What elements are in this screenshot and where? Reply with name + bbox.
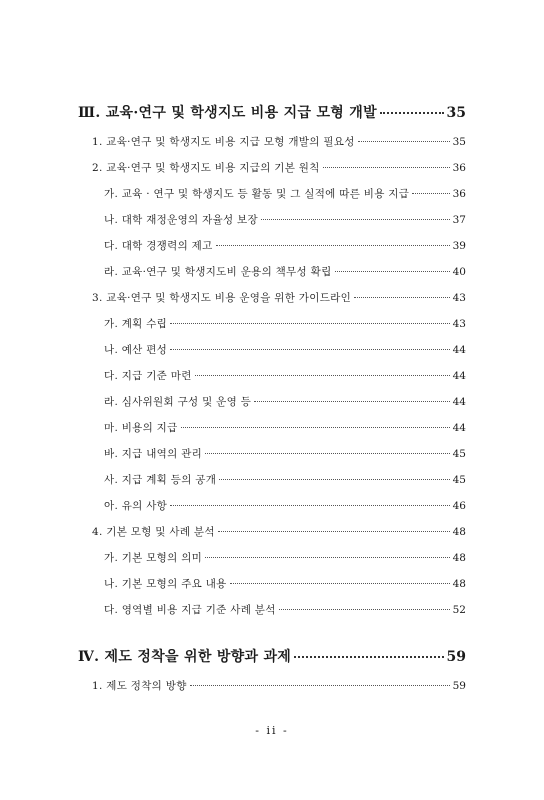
dot-leader xyxy=(170,349,449,350)
toc-page-number: 48 xyxy=(452,578,466,590)
toc-page-number: 59 xyxy=(446,649,466,665)
toc-entry-subsection[interactable] xyxy=(104,602,466,618)
toc-entry-section-4[interactable] xyxy=(92,524,466,540)
toc-title: 나. 기본 모형의 주요 내용 xyxy=(104,578,227,590)
toc-title: 아. 유의 사항 xyxy=(104,500,168,512)
toc-page-number: 35 xyxy=(446,105,466,121)
toc-title: 나. 예산 편성 xyxy=(104,344,168,356)
toc-chapter-4[interactable] xyxy=(78,646,466,666)
toc-title: 마. 비용의 지급 xyxy=(104,422,178,434)
toc-title: 사. 지급 계획 등의 공개 xyxy=(104,474,217,486)
toc-chapter-3[interactable] xyxy=(78,102,466,122)
toc-page-number: 46 xyxy=(452,500,466,512)
dot-leader xyxy=(205,453,450,454)
dot-leader xyxy=(170,323,449,324)
dot-leader xyxy=(254,401,449,402)
dot-leader xyxy=(195,375,450,376)
toc-page-number: 44 xyxy=(452,396,466,408)
toc-page-number: 45 xyxy=(452,474,466,486)
toc-page-number: 52 xyxy=(452,604,466,616)
toc-page-number: 36 xyxy=(452,162,466,174)
dot-leader xyxy=(261,219,450,220)
toc-title: Ⅲ. 교육·연구 및 학생지도 비용 지급 모형 개발 xyxy=(78,105,377,121)
toc-title: 1. 교육·연구 및 학생지도 비용 지급 모형 개발의 필요성 xyxy=(92,136,355,148)
toc-entry-subsection[interactable] xyxy=(104,420,466,436)
toc-entry-subsection[interactable] xyxy=(104,394,466,410)
toc-entry-section-2[interactable] xyxy=(92,160,466,176)
toc-title: 다. 지급 기준 마련 xyxy=(104,370,192,382)
toc-entry-subsection[interactable] xyxy=(104,446,466,462)
toc-page-number: 43 xyxy=(452,292,466,304)
page-number-footer: - ii - xyxy=(255,724,289,737)
dot-leader xyxy=(279,609,450,610)
toc-page-number: 48 xyxy=(452,526,466,538)
toc-page-number: 35 xyxy=(452,136,466,148)
dot-leader xyxy=(190,685,450,686)
toc-entry-section-1[interactable] xyxy=(92,678,466,694)
toc-title: 나. 대학 재정운영의 자율성 보장 xyxy=(104,214,258,226)
toc-title: 라. 심사위원회 구성 및 운영 등 xyxy=(104,396,252,408)
toc-page-number: 45 xyxy=(452,448,466,460)
toc-title: 가. 계획 수립 xyxy=(104,318,168,330)
dot-leader xyxy=(170,505,449,506)
toc-page-number: 44 xyxy=(452,370,466,382)
toc-title: 4. 기본 모형 및 사례 분석 xyxy=(92,526,215,538)
toc-entry-section-3[interactable] xyxy=(92,290,466,306)
toc-title: Ⅳ. 제도 정착을 위한 방향과 과제 xyxy=(78,649,292,665)
dot-leader xyxy=(412,193,449,194)
toc-entry-subsection[interactable] xyxy=(104,576,466,592)
dot-leader xyxy=(354,297,450,298)
toc-page-number: 43 xyxy=(452,318,466,330)
toc-page-number: 37 xyxy=(452,214,466,226)
toc-title: 다. 영역별 비용 지급 기준 사례 분석 xyxy=(104,604,276,616)
toc-page-number: 44 xyxy=(452,344,466,356)
dot-leader xyxy=(294,656,443,658)
dot-leader xyxy=(358,141,450,142)
toc-entry-subsection[interactable] xyxy=(104,212,466,228)
toc-entry-subsection[interactable] xyxy=(104,472,466,488)
toc-page-number: 44 xyxy=(452,422,466,434)
dot-leader xyxy=(181,427,450,428)
dot-leader xyxy=(216,245,450,246)
dot-leader xyxy=(219,479,449,480)
toc-title: 3. 교육·연구 및 학생지도 비용 운영을 위한 가이드라인 xyxy=(92,292,352,304)
toc-entry-subsection[interactable] xyxy=(104,368,466,384)
toc-page-number: 40 xyxy=(452,266,466,278)
toc-title: 2. 교육·연구 및 학생지도 비용 지급의 기본 원칙 xyxy=(92,162,320,174)
dot-leader xyxy=(380,112,444,114)
toc-entry-subsection[interactable] xyxy=(104,238,466,254)
toc-page-number: 36 xyxy=(452,188,466,200)
toc-page-number: 48 xyxy=(452,552,466,564)
toc-title: 라. 교육·연구 및 학생지도비 운용의 책무성 확립 xyxy=(104,266,332,278)
toc-entry-subsection[interactable] xyxy=(104,186,466,202)
toc-title: 가. 기본 모형의 의미 xyxy=(104,552,203,564)
toc-entry-subsection[interactable] xyxy=(104,264,466,280)
dot-leader xyxy=(230,583,450,584)
toc-entry-subsection[interactable] xyxy=(104,498,466,514)
toc-entry-subsection[interactable] xyxy=(104,316,466,332)
toc-entry-subsection[interactable] xyxy=(104,342,466,358)
toc-title: 1. 제도 정착의 방향 xyxy=(92,680,187,692)
toc-title: 다. 대학 경쟁력의 제고 xyxy=(104,240,213,252)
toc-title: 가. 교육 · 연구 및 학생지도 등 활동 및 그 실적에 따른 비용 지급 xyxy=(104,188,410,200)
dot-leader xyxy=(323,167,450,168)
toc-page-number: 39 xyxy=(452,240,466,252)
toc-entry-section-1[interactable] xyxy=(92,134,466,150)
toc-title: 바. 지급 내역의 관리 xyxy=(104,448,203,460)
dot-leader xyxy=(218,531,450,532)
dot-leader xyxy=(205,557,450,558)
toc-page-number: 59 xyxy=(452,680,466,692)
dot-leader xyxy=(335,271,450,272)
toc-entry-subsection[interactable] xyxy=(104,550,466,566)
